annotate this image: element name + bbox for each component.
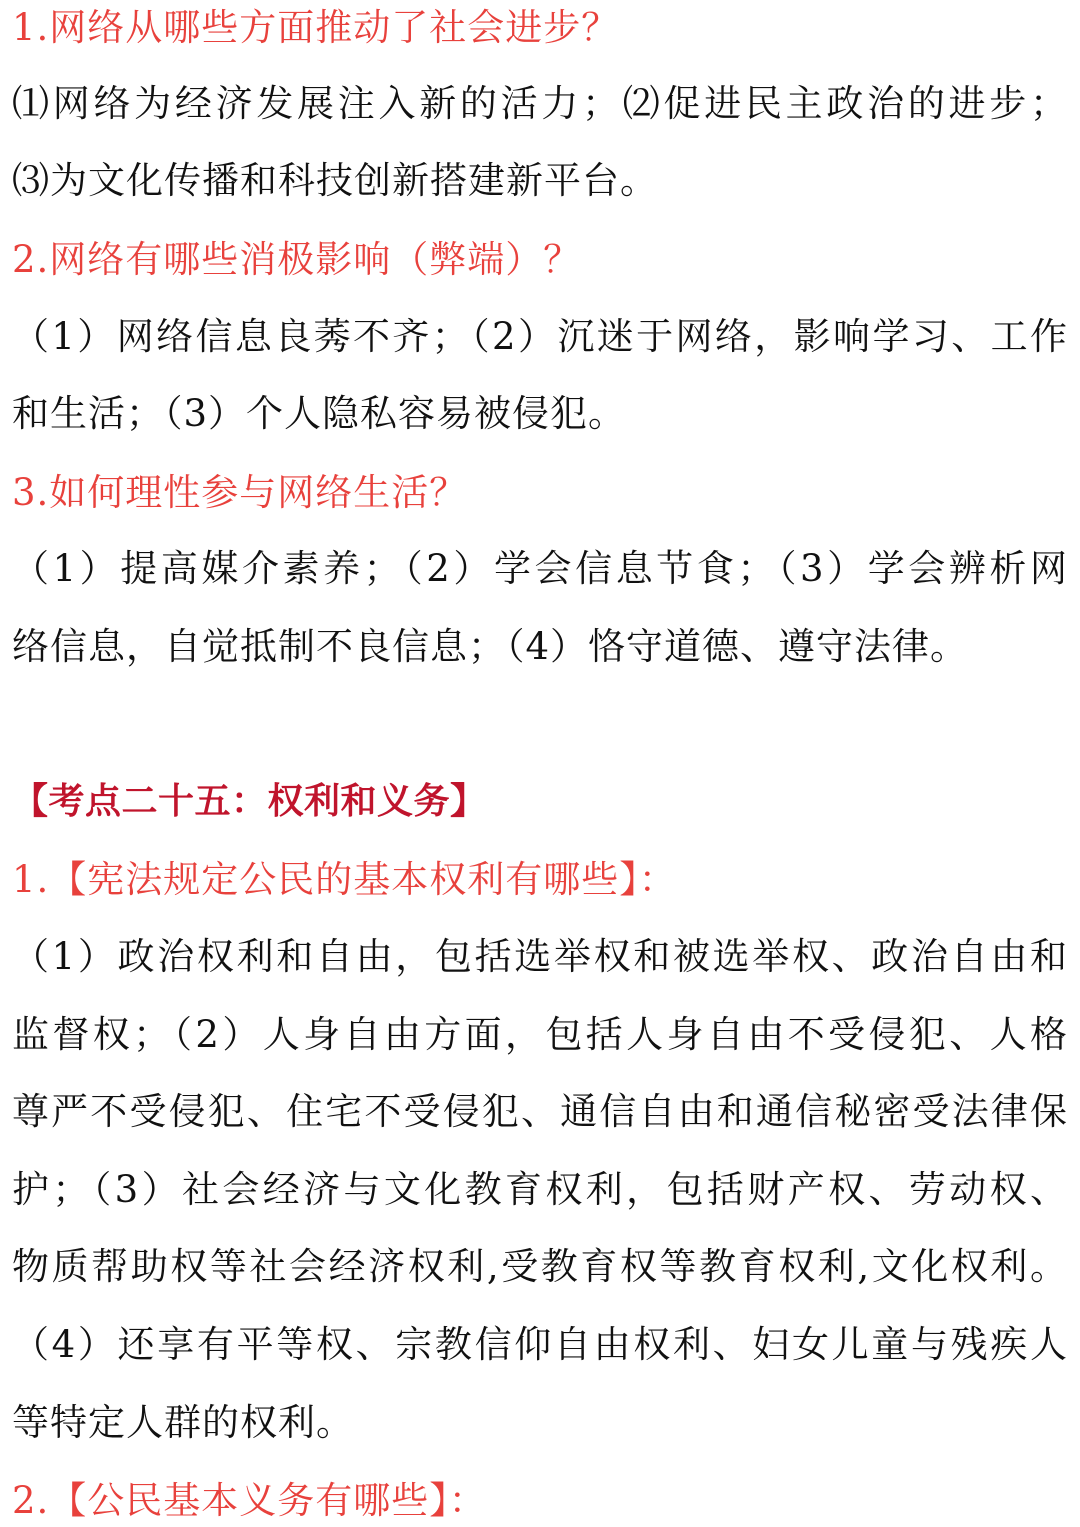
answer-line: 物质帮助权等社会经济权利,受教育权等教育权利,文化权利。 bbox=[12, 1245, 1068, 1288]
section-heading: 【考点二十五：权利和义务】 bbox=[12, 781, 487, 822]
answer-line: （1）政治权利和自由，包括选举权和被选举权、政治自由和 bbox=[12, 935, 1068, 978]
answer-line: 络信息，自觉抵制不良信息；（4）恪守道德、遵守法律。 bbox=[12, 625, 969, 668]
answer-line: （1）网络信息良莠不齐；（2）沉迷于网络，影响学习、工作 bbox=[12, 315, 1068, 358]
answer-line: 等特定人群的权利。 bbox=[12, 1401, 354, 1444]
question-network-negative: 2.网络有哪些消极影响（弊端）？ bbox=[12, 238, 582, 281]
answer-line: ⑴网络为经济发展注入新的活力；⑵促进民主政治的进步； bbox=[12, 82, 1068, 125]
answer-line: 护；（3）社会经济与文化教育权利，包括财产权、劳动权、 bbox=[12, 1168, 1068, 1211]
question-basic-duties: 2.【公民基本义务有哪些】： bbox=[12, 1479, 487, 1522]
question-basic-rights: 1.【宪法规定公民的基本权利有哪些】： bbox=[12, 858, 677, 901]
answer-line: （1）提高媒介素养；（2）学会信息节食；（3）学会辨析网 bbox=[12, 547, 1068, 590]
question-rational-participation: 3.如何理性参与网络生活？ bbox=[12, 471, 468, 514]
answer-line: 尊严不受侵犯、住宅不受侵犯、通信自由和通信秘密受法律保 bbox=[12, 1090, 1068, 1133]
question-network-progress: 1.网络从哪些方面推动了社会进步？ bbox=[12, 6, 620, 49]
answer-line: （4）还享有平等权、宗教信仰自由权利、妇女儿童与残疾人 bbox=[12, 1323, 1068, 1366]
answer-line: 监督权；（2）人身自由方面，包括人身自由不受侵犯、人格 bbox=[12, 1013, 1068, 1056]
answer-line: ⑶为文化传播和科技创新搭建新平台。 bbox=[12, 159, 658, 202]
answer-line: 和生活；（3）个人隐私容易被侵犯。 bbox=[12, 392, 627, 435]
